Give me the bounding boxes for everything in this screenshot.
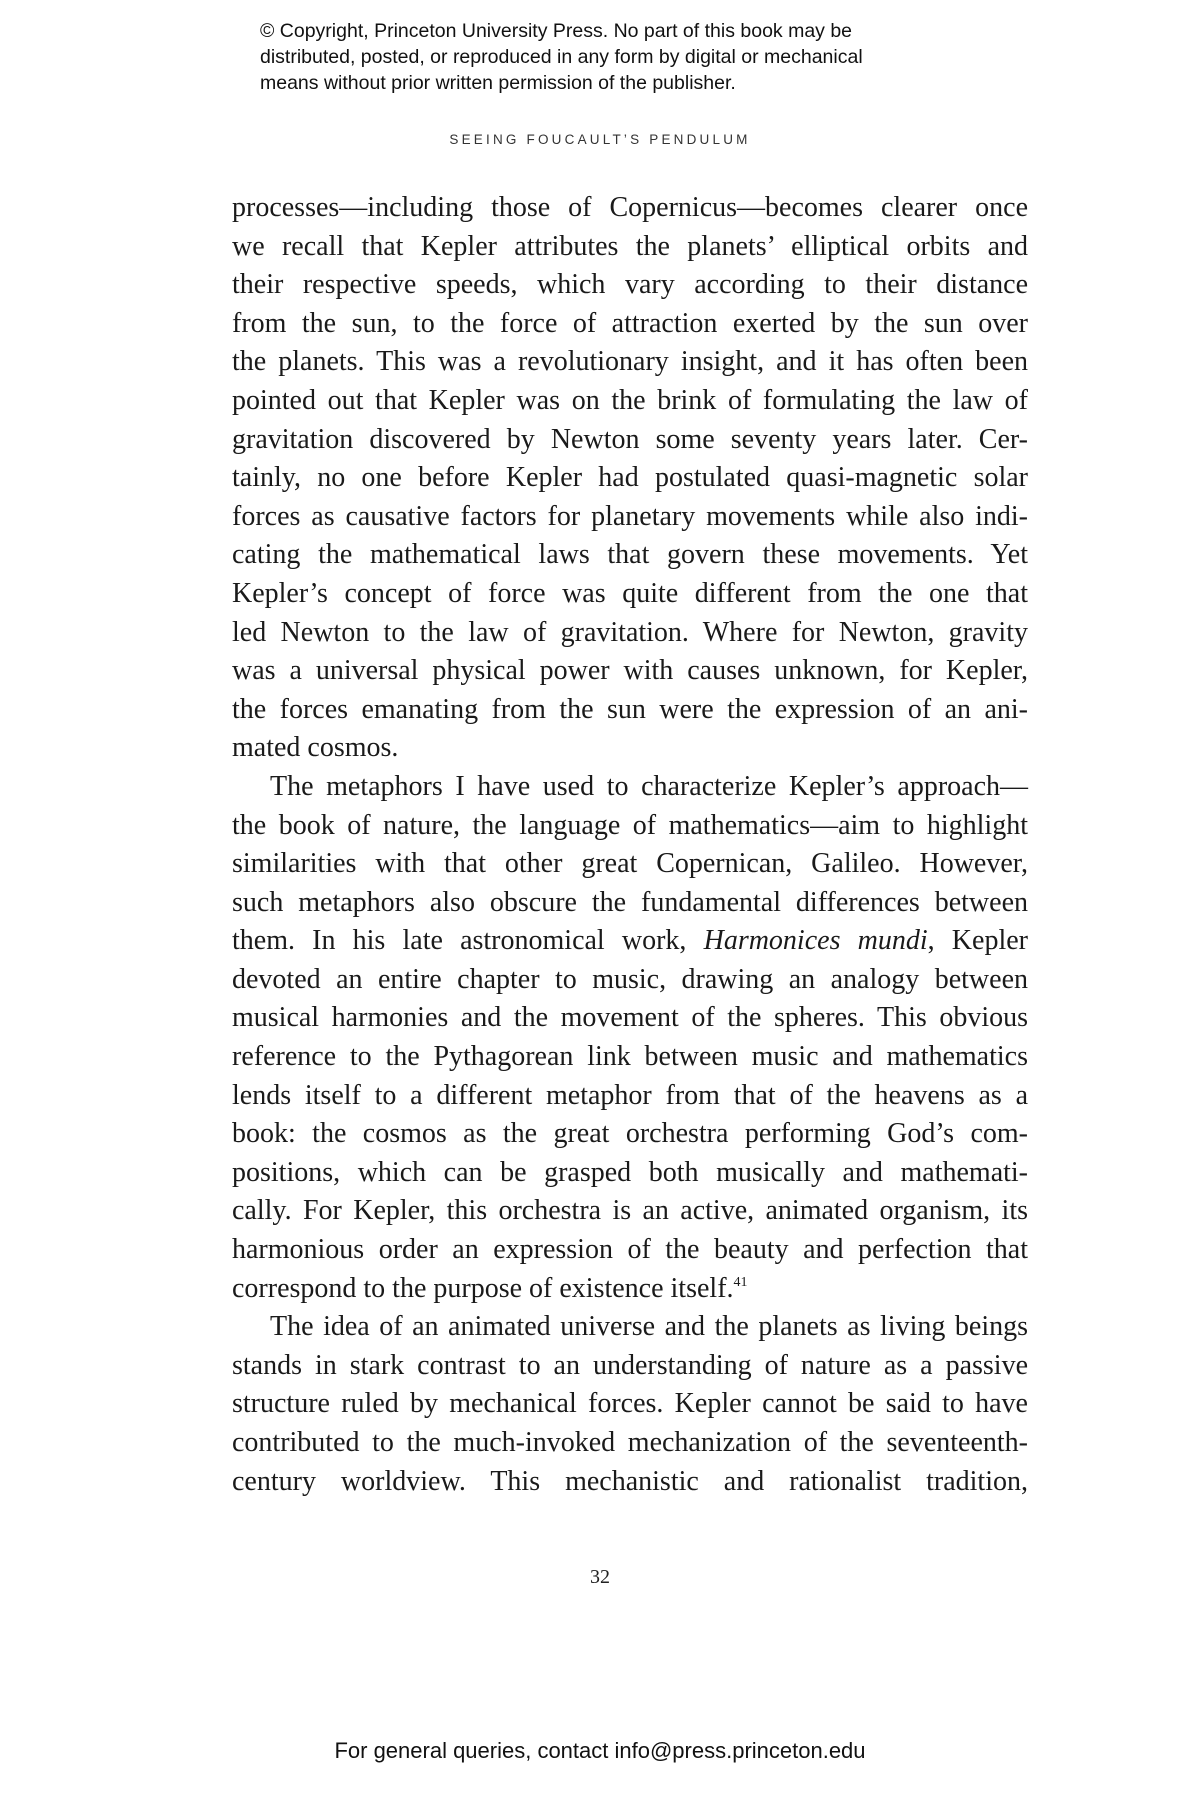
book-title: Harmonices mundi	[703, 925, 928, 957]
text-segment: correspond to the purpose of existence itself.	[232, 1272, 734, 1304]
text-line: musical harmonies and the movement of the spheres. This obvious	[232, 1002, 1028, 1034]
text-line: such metaphors also obscure the fundamental differences between	[232, 886, 1028, 918]
text-segment: , Kepler	[927, 925, 1028, 957]
text-line: The metaphors I have used to characterize Kepler’s approach—	[270, 770, 1028, 802]
text-line: the planets. This was a revolutionary insight, and it has often been	[232, 346, 1028, 378]
text-line: The idea of an animated universe and the planets as living beings	[270, 1311, 1028, 1343]
text-line: cally. For Kepler, this orchestra is an active, animated organism, its	[232, 1195, 1028, 1227]
footnote-reference[interactable]: 41	[733, 1274, 748, 1290]
copyright-line: © Copyright, Princeton University Press. No part of this book may be	[260, 20, 853, 42]
copyright-line: means without prior written permission of the publisher.	[260, 72, 736, 94]
text-line: stands in stark contrast to an understanding of nature as a passive	[232, 1349, 1028, 1381]
footer-contact: For general queries, contact info@press.princeton.edu	[334, 1738, 866, 1763]
text-line: positions, which can be grasped both musically and mathemati-	[232, 1156, 1028, 1188]
copyright-line: distributed, posted, or reproduced in any form by digital or mechanical	[260, 46, 863, 68]
text-segment: them. In his late astronomical work,	[232, 925, 704, 957]
text-line: cating the mathematical laws that govern these movements. Yet	[232, 539, 1028, 571]
text-line: gravitation discovered by Newton some seventy years later. Cer-	[232, 423, 1028, 455]
text-line: contributed to the much-invoked mechanization of the seventeenth-	[232, 1427, 1028, 1458]
text-line: tainly, no one before Kepler had postulated quasi-magnetic solar	[232, 462, 1028, 494]
text-line: book: the cosmos as the great orchestra performing God’s com-	[232, 1118, 1028, 1150]
text-line: devoted an entire chapter to music, drawing an analogy between	[232, 963, 1028, 995]
text-line: the book of nature, the language of mathematics—aim to highlight	[232, 809, 1028, 841]
text-line: harmonious order an expression of the beauty and perfection that	[232, 1234, 1028, 1266]
text-line: their respective speeds, which vary according to their distance	[232, 269, 1028, 301]
text-line: Kepler’s concept of force was quite different from the one that	[232, 577, 1028, 609]
text-line-with-title	[232, 922, 1028, 961]
text-line: structure ruled by mechanical forces. Kepler cannot be said to have	[232, 1388, 1028, 1420]
page-number: 32	[590, 1566, 610, 1588]
text-line: pointed out that Kepler was on the brink of formulating the law of	[232, 384, 1028, 416]
text-line: forces as causative factors for planetary movements while also indi-	[232, 500, 1028, 532]
text-line: lends itself to a different metaphor from that of the heavens as a	[232, 1079, 1028, 1111]
text-line: similarities with that other great Copernican, Galileo. However,	[232, 848, 1028, 880]
text-line: century worldview. This mechanistic and rationalist tradition,	[232, 1465, 1028, 1497]
text-line: the forces emanating from the sun were the expression of an ani-	[232, 693, 1028, 725]
text-line: processes—including those of Copernicus—becomes clearer once	[232, 192, 1028, 223]
text-line: was a universal physical power with causes unknown, for Kepler,	[232, 655, 1028, 687]
text-line: led Newton to the law of gravitation. Where for Newton, gravity	[232, 616, 1028, 648]
text-line-with-footnote	[232, 1270, 1028, 1309]
running-head: SEEING FOUCAULT’S PENDULUM	[449, 132, 751, 147]
text-line: reference to the Pythagorean link between music and mathematics	[232, 1041, 1028, 1073]
body-text	[232, 189, 1028, 1501]
text-line: mated cosmos.	[232, 732, 399, 764]
text-line: we recall that Kepler attributes the planets’ elliptical orbits and	[232, 230, 1028, 262]
copyright-notice	[260, 18, 980, 96]
text-line: from the sun, to the force of attraction exerted by the sun over	[232, 307, 1028, 339]
